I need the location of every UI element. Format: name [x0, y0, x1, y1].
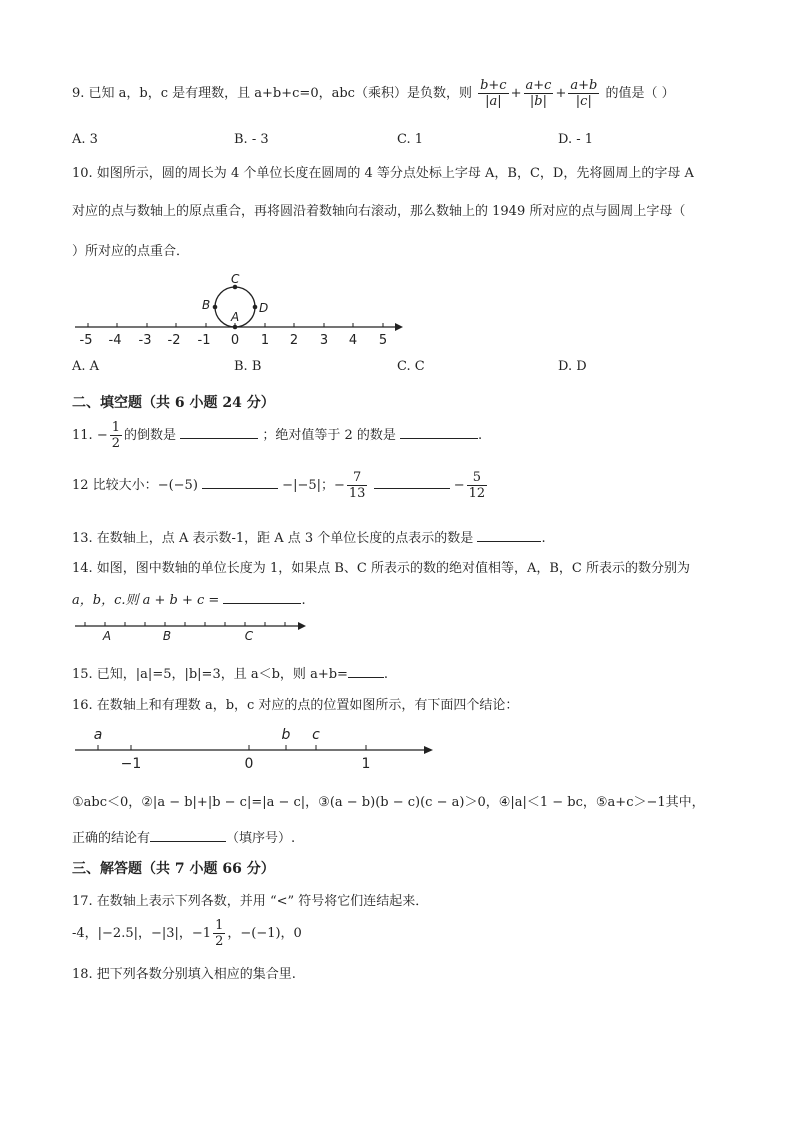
q16-answer-blank[interactable] — [150, 829, 226, 842]
q16-line-2: 正确的结论有 （填序号）. — [72, 831, 296, 846]
q16-label-a: a — [93, 727, 103, 743]
section-2-title: 二、填空题（共 6 小题 24 分） — [72, 395, 275, 411]
q16-conclusions: ①abc＜0，②|a − b|+|b − c|=|a − c|，③(a − b)(b − c)(c − a)＞0，④|a|＜1 − bc，⑤a+c＞−1其中， — [72, 795, 705, 810]
q10-option-b[interactable]: B. B — [234, 359, 262, 374]
q10-tick-label: -2 — [167, 333, 181, 348]
q10-line-3: ）所对应的点重合． — [72, 244, 190, 259]
q14-label-c: C — [244, 629, 254, 643]
q15: 15. 已知，|a|=5，|b|=3，且 a＜b，则 a+b= . — [72, 667, 389, 682]
q10-option-c[interactable]: C. C — [397, 359, 425, 374]
q9-option-d[interactable]: D. - 1 — [558, 132, 594, 147]
q10-point-d — [253, 305, 258, 310]
q10-tick-label: 3 — [319, 333, 329, 348]
q10-tick-label: 1 — [260, 333, 270, 348]
q16-ticks — [98, 745, 366, 750]
q10-line-2: 对应的点与数轴上的原点重合，再将圆沿着数轴向右滚动，那么数轴上的 1949 所对应的点与圆周上字母（ — [72, 204, 686, 219]
q10-point-a — [233, 325, 238, 330]
q14-axis-arrow-icon — [298, 622, 306, 630]
q13-answer-blank[interactable] — [477, 529, 541, 542]
q11-answer-blank-2[interactable] — [400, 426, 478, 439]
q10-label-d: D — [259, 301, 269, 315]
q16-axis-arrow-icon — [424, 746, 433, 754]
q10-tick-label: 4 — [348, 333, 358, 348]
q10-option-a[interactable]: A. A — [72, 359, 100, 374]
q10-tick-label: 0 — [230, 333, 240, 348]
q16-figure — [72, 722, 442, 778]
q10-axis-arrow-icon — [395, 323, 403, 331]
q14-line-1: 14. 如图，图中数轴的单位长度为 1，如果点 B、C 所表示的数的绝对值相等，A，B，C 所表示的数分别为 — [72, 561, 690, 576]
q10-tick-label: -4 — [108, 333, 122, 348]
q11-fraction: $\frac{1}{2}$ — [111, 420, 121, 451]
q9-fraction-2: $\frac{a+c}{|b|}$ — [525, 78, 552, 109]
q14-line-2: a，b，c.则 a + b + c = . — [72, 593, 306, 608]
q9-option-c[interactable]: C. 1 — [397, 132, 424, 147]
q17-numbers: -4，|−2.5|，−|3|，−1 $\frac{1}{2}$ ，−(−1)，0 — [72, 918, 302, 949]
q13: 13. 在数轴上，点 A 表示数-1，距 A 点 3 个单位长度的点表示的数是 . — [72, 531, 546, 546]
q9-option-a[interactable]: A. 3 — [72, 132, 98, 147]
q9-fraction-1: $\frac{b+c}{|a|}$ — [480, 78, 507, 109]
q14-label-b: B — [162, 629, 172, 643]
q9-option-b[interactable]: B. - 3 — [234, 132, 269, 147]
q10-label-c: C — [231, 272, 240, 286]
q10-option-d[interactable]: D. D — [558, 359, 587, 374]
q16-label-b: b — [281, 727, 291, 743]
q12-fraction-2: $\frac{5}{12}$ — [468, 470, 486, 501]
section-3-title: 三、解答题（共 7 小题 66 分） — [72, 861, 275, 877]
q10-label-a: A — [231, 310, 240, 324]
q10-tick-label: -5 — [79, 333, 93, 348]
q17-stem: 17. 在数轴上表示下列各数，并用 “<” 符号将它们连结起来． — [72, 894, 429, 909]
q14-label-a: A — [102, 629, 112, 643]
q10-line-1: 10. 如图所示，圆的周长为 4 个单位长度在圆周的 4 等分点处标上字母 A，B，C，D，先将圆周上的字母 A — [72, 166, 694, 181]
q10-point-b — [213, 305, 218, 310]
q18-stem: 18. 把下列各数分别填入相应的集合里. — [72, 967, 296, 982]
q9-fraction-3: $\frac{a+b}{|c|}$ — [570, 78, 598, 109]
q14-figure — [72, 616, 312, 646]
q9-prefix: 9. 已知 a，b，c 是有理数，且 a+b+c=0，abc（乘积）是负数，则 — [72, 86, 472, 101]
q12-fraction-1: $\frac{7}{13}$ — [348, 470, 366, 501]
q10-label-b: B — [202, 298, 211, 312]
q11-answer-blank-1[interactable] — [180, 426, 258, 439]
q17-fraction: $\frac{1}{2}$ — [215, 918, 224, 949]
q16-label-c: c — [312, 727, 320, 743]
q10-tick-label: -1 — [197, 333, 211, 348]
q10-tick-label: 5 — [378, 333, 388, 348]
q10-figure — [70, 270, 410, 352]
q12: 12 比较大小：−(−5) −|−5|；− $\frac{7}{13}$ − $\frac{5}{12}$ — [72, 470, 486, 501]
q16-stem: 16. 在数轴上和有理数 a，b，c 对应的点的位置如图所示，有下面四个结论： — [72, 698, 519, 713]
q10-tick-label: -3 — [138, 333, 152, 348]
q16-tick-minus-one: −1 — [120, 756, 142, 772]
q9-stem: 9. 已知 a，b，c 是有理数，且 a+b+c=0，abc（乘积）是负数，则 $\frac{b+c}{|a|}$ + $\frac{a+c}{|b|}$ + $\frac{a+b}{|c|}$ 的值是（ ） — [72, 78, 675, 109]
q15-answer-blank[interactable] — [348, 665, 384, 678]
q11: 11. − $\frac{1}{2}$ 的倒数是 ；绝对值等于 2 的数是 . — [72, 420, 483, 451]
q9-suffix: 的值是（ ） — [605, 86, 675, 101]
q16-tick-zero: 0 — [244, 756, 254, 772]
q12-answer-blank-1[interactable] — [202, 476, 278, 489]
q10-tick-label: 2 — [289, 333, 299, 348]
q12-answer-blank-2[interactable] — [374, 476, 450, 489]
q16-tick-one: 1 — [361, 756, 371, 772]
q14-answer-blank[interactable] — [223, 591, 301, 604]
